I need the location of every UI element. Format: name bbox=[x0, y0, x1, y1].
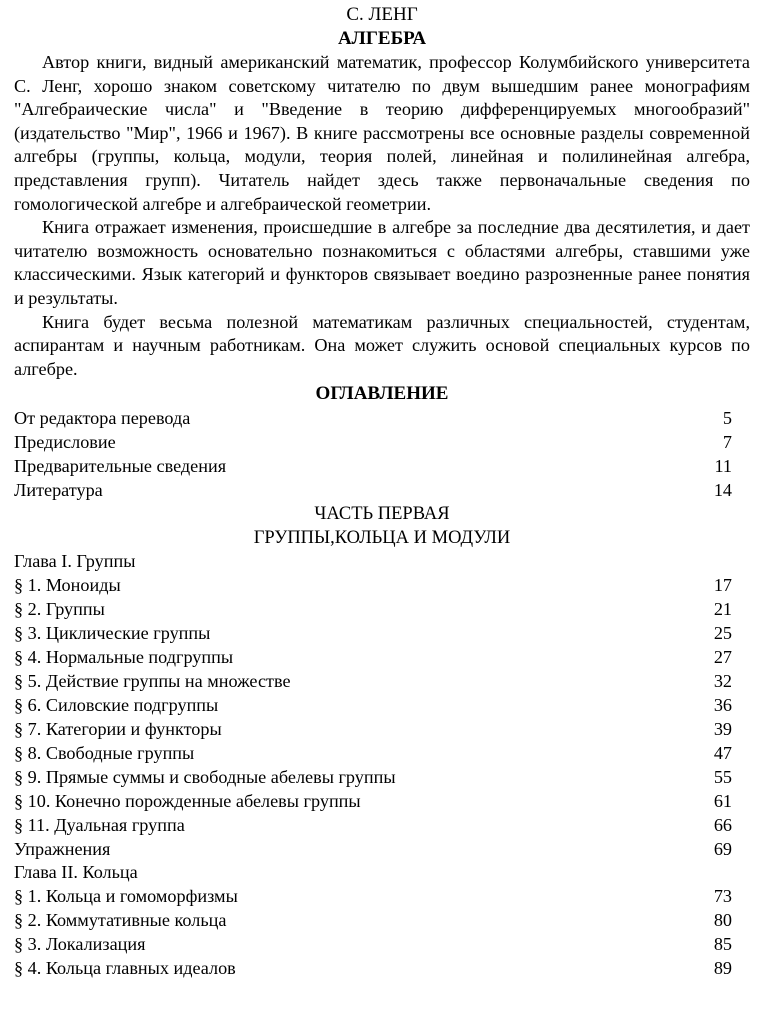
toc-entry-page: 17 bbox=[713, 575, 732, 596]
part-label: ЧАСТЬ ПЕРВАЯ bbox=[314, 504, 450, 525]
toc-entry-page: 55 bbox=[713, 767, 732, 788]
toc-entry-page: 89 bbox=[713, 958, 732, 979]
book-abstract bbox=[14, 51, 750, 381]
toc-entry-label: § 6. Силовские подгруппы bbox=[14, 695, 219, 716]
toc-entry-label: § 4. Кольца главных идеалов bbox=[14, 958, 236, 979]
toc-entry-label: Упражнения bbox=[14, 839, 111, 860]
toc-entry bbox=[14, 932, 750, 956]
toc-entry-page: 5 bbox=[722, 408, 732, 429]
book-title: АЛГЕБРА bbox=[337, 28, 427, 49]
toc-entry-label: § 3. Циклические группы bbox=[14, 623, 211, 644]
toc-entry-label: Предварительные сведения bbox=[14, 456, 227, 477]
toc-entry bbox=[14, 837, 750, 861]
toc-entry-label: § 2. Группы bbox=[14, 599, 105, 620]
toc-entry bbox=[14, 597, 750, 621]
toc-entry bbox=[14, 645, 750, 669]
toc-entry-label: § 1. Моноиды bbox=[14, 575, 121, 596]
toc-entry bbox=[14, 406, 750, 430]
part-title: ГРУППЫ,КОЛЬЦА И МОДУЛИ bbox=[253, 528, 511, 549]
toc-entry-label: § 1. Кольца и гомоморфизмы bbox=[14, 886, 238, 907]
toc-entry-page: 66 bbox=[713, 815, 732, 836]
toc-entry bbox=[14, 765, 750, 789]
toc-entry bbox=[14, 693, 750, 717]
toc-entry bbox=[14, 573, 750, 597]
toc-front-matter bbox=[14, 406, 750, 502]
chapter-2 bbox=[14, 861, 750, 980]
book-author: С. ЛЕНГ bbox=[346, 4, 418, 25]
toc-entry bbox=[14, 454, 750, 478]
toc-entry-page: 47 bbox=[713, 743, 732, 764]
toc-entry-page: 80 bbox=[713, 910, 732, 931]
toc-entry-label: § 3. Локализация bbox=[14, 934, 146, 955]
toc-entry-page: 11 bbox=[714, 456, 732, 477]
toc-entry bbox=[14, 478, 750, 502]
toc-entry-label: § 5. Действие группы на множестве bbox=[14, 671, 291, 692]
toc-entry-page: 85 bbox=[713, 934, 732, 955]
toc-entry-label: § 11. Дуальная группа bbox=[14, 815, 185, 836]
toc-entry-label: § 9. Прямые суммы и свободные абелевы группы bbox=[14, 767, 396, 788]
toc-heading: ОГЛАВЛЕНИЕ bbox=[315, 383, 449, 405]
toc-entry-page: 39 bbox=[713, 719, 732, 740]
toc-entry-label: § 2. Коммутативные кольца bbox=[14, 910, 227, 931]
toc-entry bbox=[14, 430, 750, 454]
toc-entry-label: § 7. Категории и функторы bbox=[14, 719, 222, 740]
toc-entry bbox=[14, 717, 750, 741]
toc-entry-label: От редактора перевода bbox=[14, 408, 191, 429]
toc-entry-page: 73 bbox=[713, 886, 732, 907]
toc-entry-page: 36 bbox=[713, 695, 732, 716]
toc-entry bbox=[14, 789, 750, 813]
toc-entry bbox=[14, 813, 750, 837]
chapter-1 bbox=[14, 550, 750, 861]
toc-entry-page: 21 bbox=[713, 599, 732, 620]
abstract-paragraph: Автор книги, видный американский математик, профессор Колумбийского университета С. Ленг, хорошо знаком советскому читателю по двум вышедшим ранее монографиям "Алгебраические числа" и "Введение в теорию дифференцируемых многообразий" (издательство "Мир", 1966 и 1967). В книге рассмотрены все основные разделы современной алгебры (группы, кольца, модули, теория полей, линейная и полилинейная алгебра, представления групп). Читатель найдет здесь также первоначальные сведения по гомологической алгебре и алгебраической геометрии. bbox=[14, 52, 750, 214]
toc-entry-page: 25 bbox=[713, 623, 732, 644]
toc-entry-label: § 10. Конечно порожденные абелевы группы bbox=[14, 791, 361, 812]
toc-entry-label: Предисловие bbox=[14, 432, 116, 453]
toc-entry bbox=[14, 908, 750, 932]
toc-entry-page: 69 bbox=[713, 839, 732, 860]
toc-entry-label: § 8. Свободные группы bbox=[14, 743, 195, 764]
toc-entry-label: § 4. Нормальные подгруппы bbox=[14, 647, 234, 668]
abstract-paragraph: Книга отражает изменения, происшедшие в алгебре за последние два десятилетия, и дает читателю возможность основательно познакомиться с областями алгебры, ставшими уже классическими. Язык категорий и функторов связывает воедино разрозненные ранее понятия и результаты. bbox=[14, 217, 750, 308]
toc-entry-label: Литература bbox=[14, 480, 103, 501]
document-page bbox=[14, 3, 750, 980]
toc-entry bbox=[14, 884, 750, 908]
chapter-title: Глава I. Группы bbox=[14, 551, 136, 572]
toc-entry bbox=[14, 669, 750, 693]
toc-entry-page: 7 bbox=[722, 432, 732, 453]
toc-entry-page: 61 bbox=[713, 791, 732, 812]
toc-entry bbox=[14, 621, 750, 645]
toc-entry bbox=[14, 741, 750, 765]
chapter-title: Глава II. Кольца bbox=[14, 862, 138, 883]
toc-entry bbox=[14, 956, 750, 980]
toc-entry-page: 14 bbox=[713, 480, 732, 501]
toc-entry-page: 27 bbox=[713, 647, 732, 668]
abstract-paragraph: Книга будет весьма полезной математикам различных специальностей, студентам, аспирантам и научным работникам. Она может служить основой специальных курсов по алгебре. bbox=[14, 311, 750, 379]
toc-entry-page: 32 bbox=[713, 671, 732, 692]
